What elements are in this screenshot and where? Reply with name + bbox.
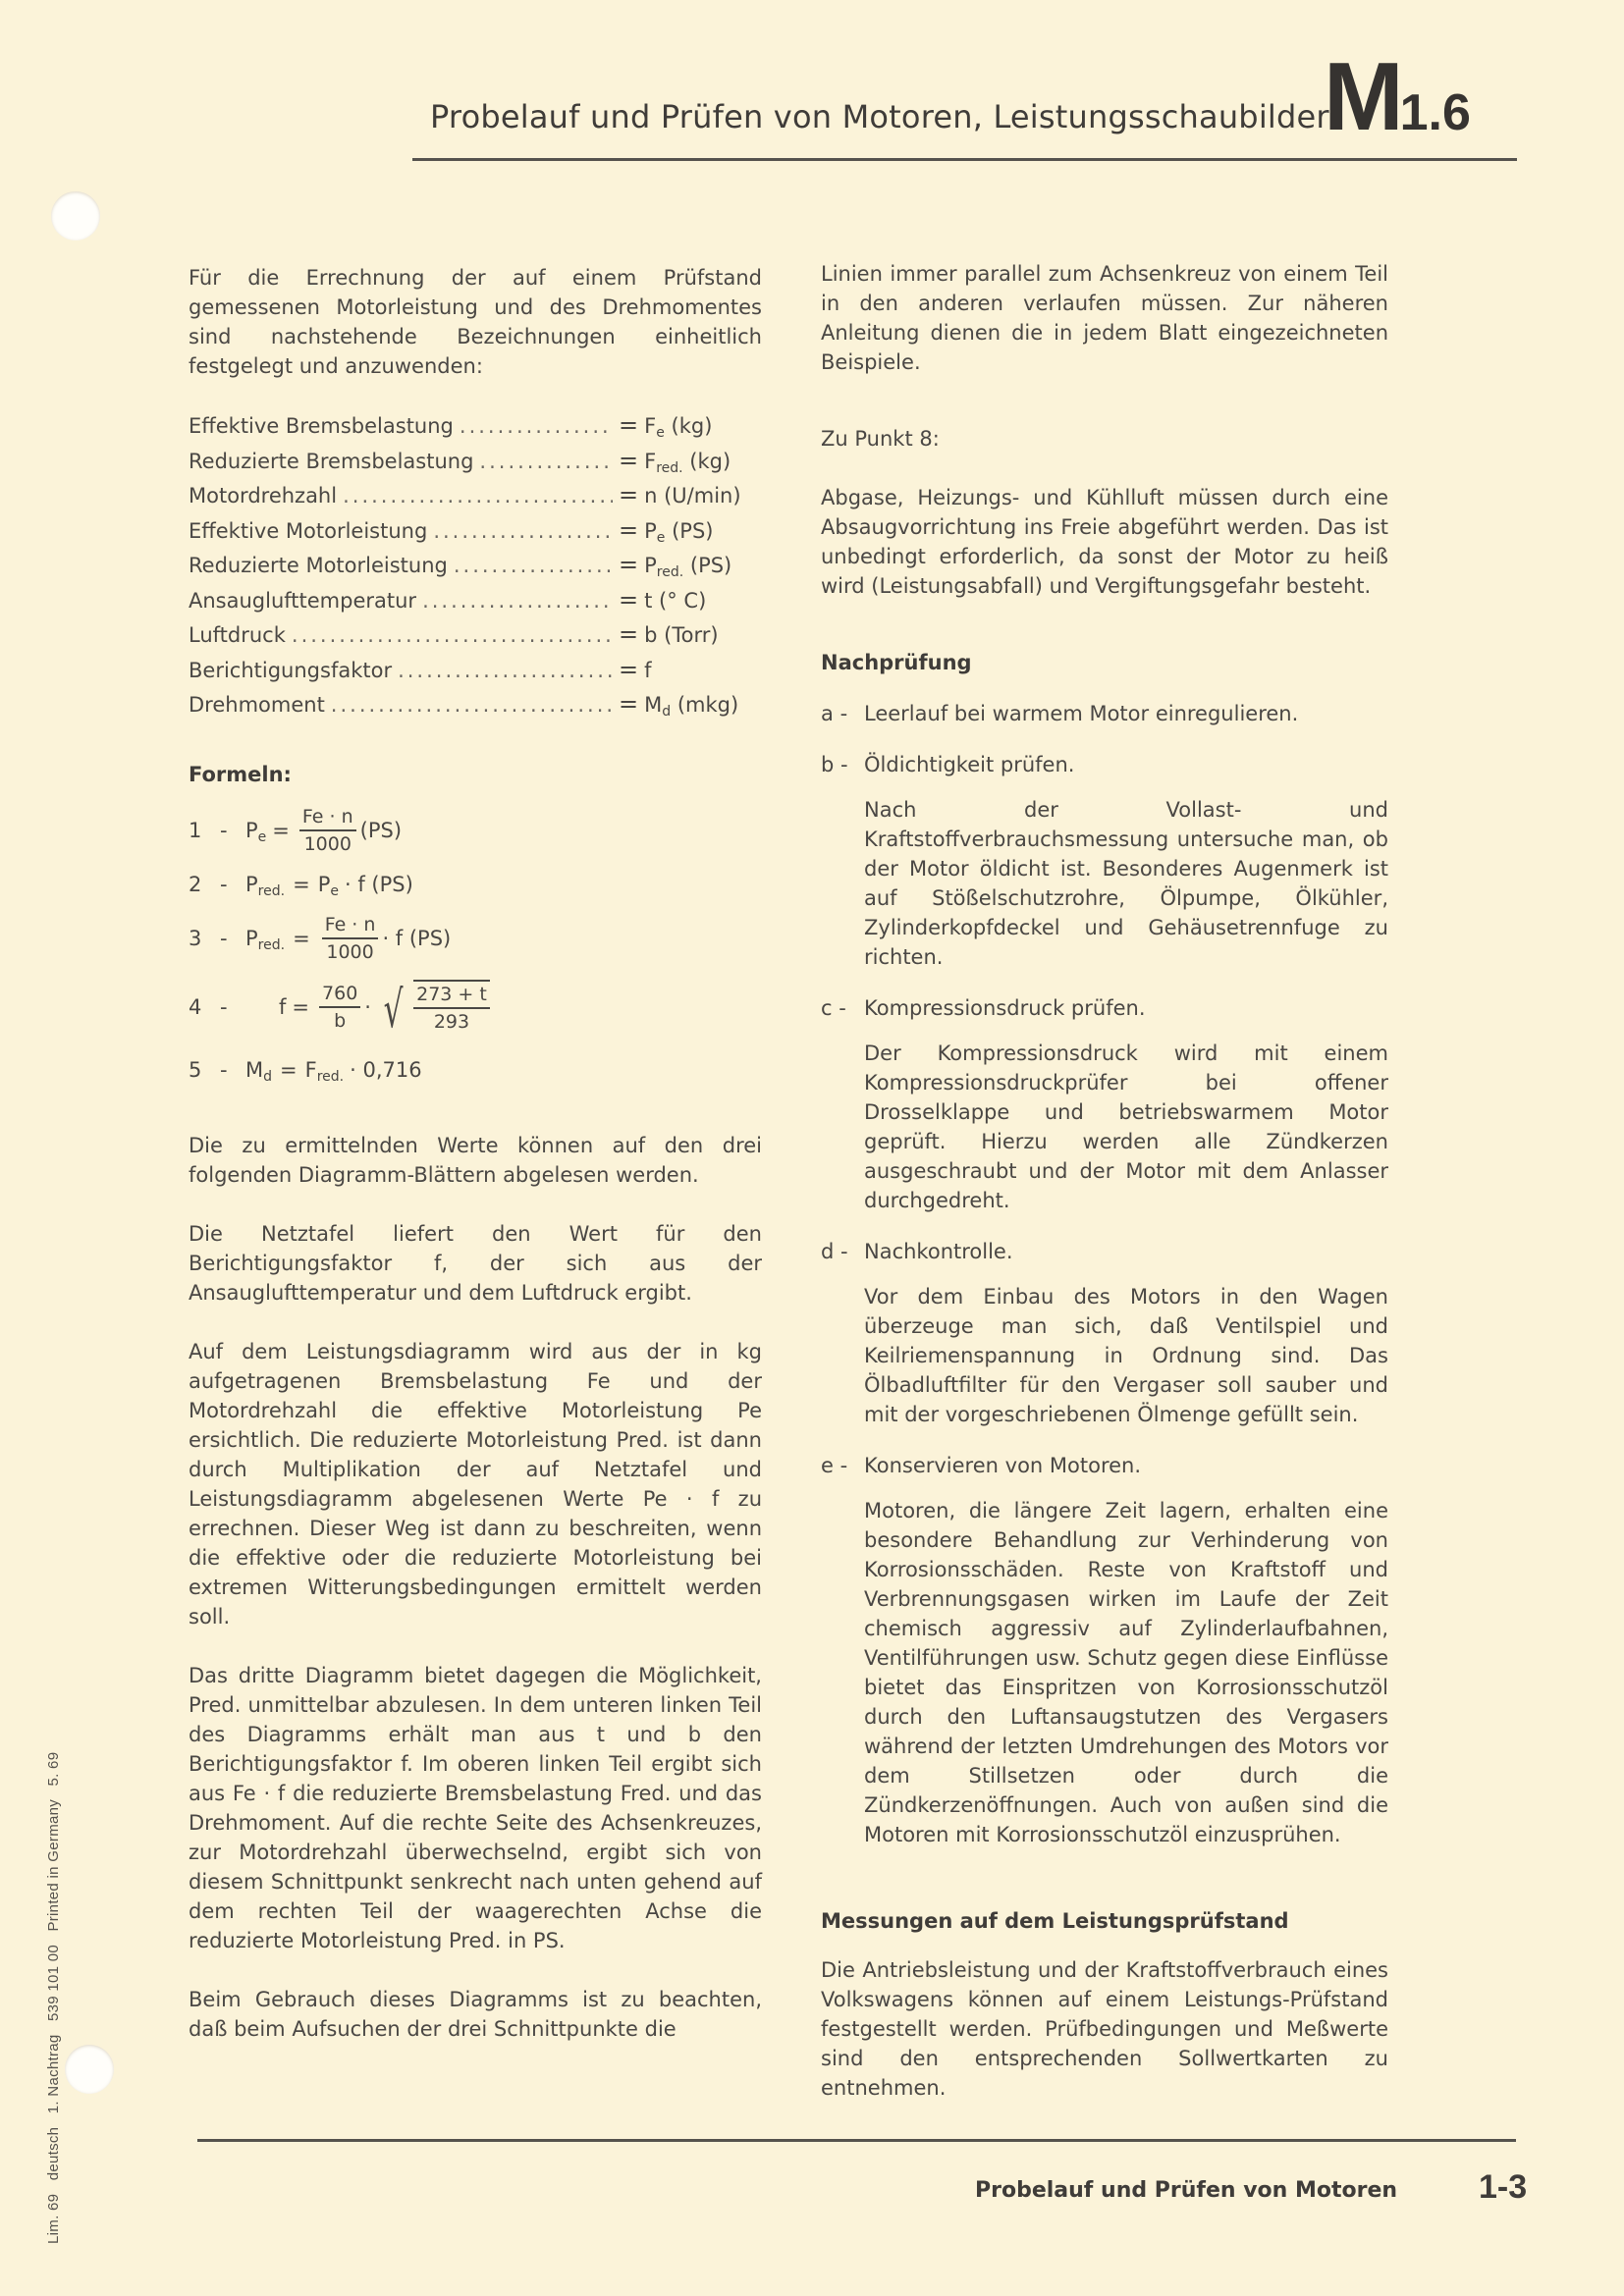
formula-2: 2 - $P_{red.}$ = $P_e$ · f (PS) (189, 872, 413, 899)
definition-symbol: = n (U/min) (619, 481, 741, 508)
definition-symbol: = t (° C) (619, 585, 707, 614)
formula-5: 5 - $M_d$ = $F_{red.}$ · 0,716 (189, 1057, 422, 1085)
check-item-e (821, 1451, 1388, 1849)
definition-label: Motordrehzahl (189, 484, 338, 507)
definition-symbol: = $P_e$ (PS) (619, 515, 714, 546)
formula-4: 4 - f = $\frac{760}{b}$ · √ $\frac{273 + t}{293}$ (189, 970, 762, 1044)
right-column (821, 259, 1388, 2103)
item-body: Der Kompressionsdruck wird mit einem Kompressionsdruckprüfer bei offener Drosselklappe und betriebswarmem Motor geprüft. Hierzu werden alle Zündkerzen ausgeschraubt und der Motor mit dem Anlasser durchgedreht. (864, 1041, 1388, 1212)
definition-label: Luftdruck (189, 623, 286, 647)
check-item-d (821, 1237, 1388, 1429)
footer-title: Probelauf und Prüfen von Motoren (975, 2178, 1398, 2203)
definition-row (189, 446, 762, 481)
definition-row (189, 480, 762, 515)
leader-dots (460, 411, 613, 441)
section-code (1324, 41, 1471, 152)
paragraph-messungen: Die Antriebsleistung und der Kraftstoffverbrauch eines Volkswagens können auf einem Leistungs-Prüfstand festgestellt werden. Prüfbedingungen und Meßwerte sind den entsprechenden Sollwertkarten zu entnehmen. (821, 1958, 1388, 2100)
definition-symbol: = b (Torr) (619, 620, 719, 648)
definition-label: Berichtigungsfaktor (189, 658, 393, 682)
header-rule (412, 158, 1517, 161)
leader-dots (343, 481, 613, 510)
definition-label: Drehmoment (189, 693, 325, 717)
section-code-number: 1.6 (1399, 84, 1471, 141)
nachpruefung-list (821, 699, 1388, 1849)
nachpruefung-heading: Nachprüfung (821, 651, 972, 674)
fraction: $\frac{Fe \cdot n}{1000}$ (299, 804, 356, 857)
definition-symbol: = $F_e$ (kg) (619, 411, 713, 441)
radical-sign-icon: √ (383, 980, 404, 1040)
definition-label: Effektive Bremsbelastung (189, 414, 454, 438)
leader-dots (292, 620, 613, 650)
paragraph-usage-note: Beim Gebrauch dieses Diagramms ist zu beachten, daß beim Aufsuchen der drei Schnittpunkte die (189, 1987, 762, 2041)
definition-symbol: = $M_d$ (mkg) (619, 690, 739, 720)
item-title: Konservieren von Motoren. (864, 1454, 1142, 1477)
definition-row (189, 550, 762, 585)
item-letter: a - (821, 702, 848, 725)
leader-dots (479, 447, 613, 476)
paragraph-abgase: Abgase, Heizungs- und Kühlluft müssen durch eine Absaugvorrichtung ins Freie abgeführt werden. Das ist unbedingt erforderlich, da sonst der Motor zu heiß wird (Leistungsabfall) und Vergiftungsgefahr besteht. (821, 486, 1388, 598)
definition-label: Ansauglufttemperatur (189, 588, 417, 613)
definition-symbol: = $P_{red.}$ (PS) (619, 551, 732, 580)
definition-label: Reduzierte Bremsbelastung (189, 449, 474, 473)
check-item-a (821, 699, 1388, 728)
definition-row (189, 619, 762, 655)
item-body: Vor dem Einbau des Motors in den Wagen überzeuge man sich, daß Ventilspiel und Keilriemenspannung in Ordnung sind. Das Ölbadluftfilter für den Vergaser soll sauber und mit der vorgeschriebenen Ölmenge gefüllt sein. (864, 1285, 1388, 1426)
item-title: Leerlauf bei warmem Motor einregulieren. (864, 702, 1299, 725)
definition-symbol: = f (619, 655, 652, 683)
item-letter: c - (821, 996, 846, 1020)
leader-dots (422, 586, 613, 615)
check-item-b (821, 750, 1388, 972)
fraction: $\frac{760}{b}$ (319, 981, 360, 1034)
definition-symbol: = $F_{red.}$ (kg) (619, 446, 731, 476)
formula-3: 3 - $P_{red.}$ = $\frac{Fe \cdot n}{1000}$ · f (PS) (189, 913, 452, 963)
definition-label: Reduzierte Motorleistung (189, 554, 448, 577)
page-title: Probelauf und Prüfen von Motoren, Leistungsschaubilder (430, 98, 1329, 135)
item-letter: e - (821, 1454, 848, 1477)
formulas-heading: Formeln: (189, 762, 292, 786)
punch-hole-top (51, 191, 100, 240)
fraction: $\frac{Fe \cdot n}{1000}$ (322, 912, 379, 965)
paragraph-netztafel: Die Netztafel liefert den Wert für den Berichtigungsfaktor f, der sich aus der Ansauglufttemperatur und dem Luftdruck ergibt. (189, 1221, 762, 1305)
leader-dots (454, 551, 613, 580)
definition-row (189, 410, 762, 446)
item-title: Öldichtigkeit prüfen. (864, 753, 1075, 776)
intro-paragraph: Für die Errechnung der auf einem Prüfstand gemessenen Motorleistung und des Drehmomentes sind nachstehende Bezeichnungen einheitlich festgelegt und anzuwenden: (189, 266, 762, 378)
zu-punkt-heading: Zu Punkt 8: (821, 427, 940, 451)
leader-dots (331, 690, 613, 720)
item-letter: d - (821, 1240, 848, 1263)
check-item-c (821, 993, 1388, 1215)
paragraph-parallel-lines: Linien immer parallel zum Achsenkreuz von einem Teil in den anderen verlaufen müssen. Zur näheren Anleitung dienen die in jedem Blatt eingezeichneten Beispiele. (821, 262, 1388, 374)
item-title: Nachkontrolle. (864, 1240, 1013, 1263)
definition-row (189, 655, 762, 690)
page-number: 1-3 (1479, 2168, 1528, 2206)
item-letter: b - (821, 753, 848, 776)
square-root: √ $\frac{273 + t}{293}$ (377, 980, 494, 1035)
item-body: Motoren, die längere Zeit lagern, erhalten eine besondere Behandlung zur Verhinderung von Korrosionsschäden. Reste von Kraftstoff und Verbrennungsgasen wirken im Laufe der Zeit chemisch aggressiv auf Zylinderlaufbahnen, Ventilführungen usw. Schutz gegen diese Einflüsse bietet das Einspritzen von Korrosionsschutzöl durch den Luftansaugstutzen des Vergasers während der letzten Umdrehungen des Motors vor dem Stillsetzen oder durch die Zündkerzenöffnungen. Auch von außen sind die Motoren mit Korrosionsschutzöl einzusprühen. (864, 1499, 1388, 1846)
definition-row (189, 585, 762, 620)
item-title: Kompressionsdruck prüfen. (864, 996, 1146, 1020)
paragraph-leistungsdiagramm: Auf dem Leistungsdiagramm wird aus der in kg aufgetragenen Bremsbelastung Fe und der Motordrehzahl die effektive Motorleistung Pe ersichtlich. Die reduzierte Motorleistung Pred. ist dann durch Multiplikation der auf Netztafel und Leistungsdiagramm abgelesenen Werte Pe · f zu errechnen. Dieser Weg ist dann zu beschreiten, wenn die effektive oder die reduzierte Motorleistung bei extremen Witterungsbedingungen ermittelt werden soll. (189, 1339, 762, 1629)
footer-rule (197, 2139, 1516, 2142)
section-code-letter: M (1324, 42, 1400, 150)
definition-row (189, 689, 762, 724)
definition-row (189, 515, 762, 551)
punch-hole-bottom (65, 2045, 114, 2094)
leader-dots (433, 516, 613, 546)
imprint-sidebar: Lim. 69 deutsch 1. Nachtrag 539 101 00 Printed in Germany 5. 69 (45, 1751, 62, 2244)
definitions-list (189, 410, 762, 724)
left-column (189, 263, 762, 2044)
formula-1: 1 - $P_e$ = $\frac{Fe \cdot n}{1000}$ (PS) (189, 805, 403, 855)
leader-dots (398, 656, 613, 685)
definition-label: Effektive Motorleistung (189, 518, 428, 543)
paragraph-diagram-sheets: Die zu ermittelnden Werte können auf den drei folgenden Diagramm-Blättern abgelesen werden. (189, 1133, 762, 1187)
paragraph-third-diagram: Das dritte Diagramm bietet dagegen die Möglichkeit, Pred. unmittelbar abzulesen. In dem unteren linken Teil des Diagramms erhält man aus t und b den Berichtigungsfaktor f. Im oberen linken Teil ergibt sich aus Fe · f die reduzierte Bremsbelastung Fred. und das Drehmoment. Auf die rechte Seite des Achsenkreuzes, zur Motordrehzahl überwechselnd, ergibt sich von diesem Schnittpunkt senkrecht nach unten gehend auf dem rechten Teil der waagerechten Achse die reduzierte Motorleistung Pred. in PS. (189, 1663, 762, 1952)
item-body: Nach der Vollast- und Kraftstoffverbrauchsmessung untersuche man, ob der Motor öldicht ist. Besonderes Augenmerk ist auf Stößelschutzrohre, Ölpumpe, Ölkühler, Zylinderkopfdeckel und Gehäusetrennfuge zu richten. (864, 798, 1388, 969)
messungen-heading: Messungen auf dem Leistungsprüfstand (821, 1909, 1289, 1933)
